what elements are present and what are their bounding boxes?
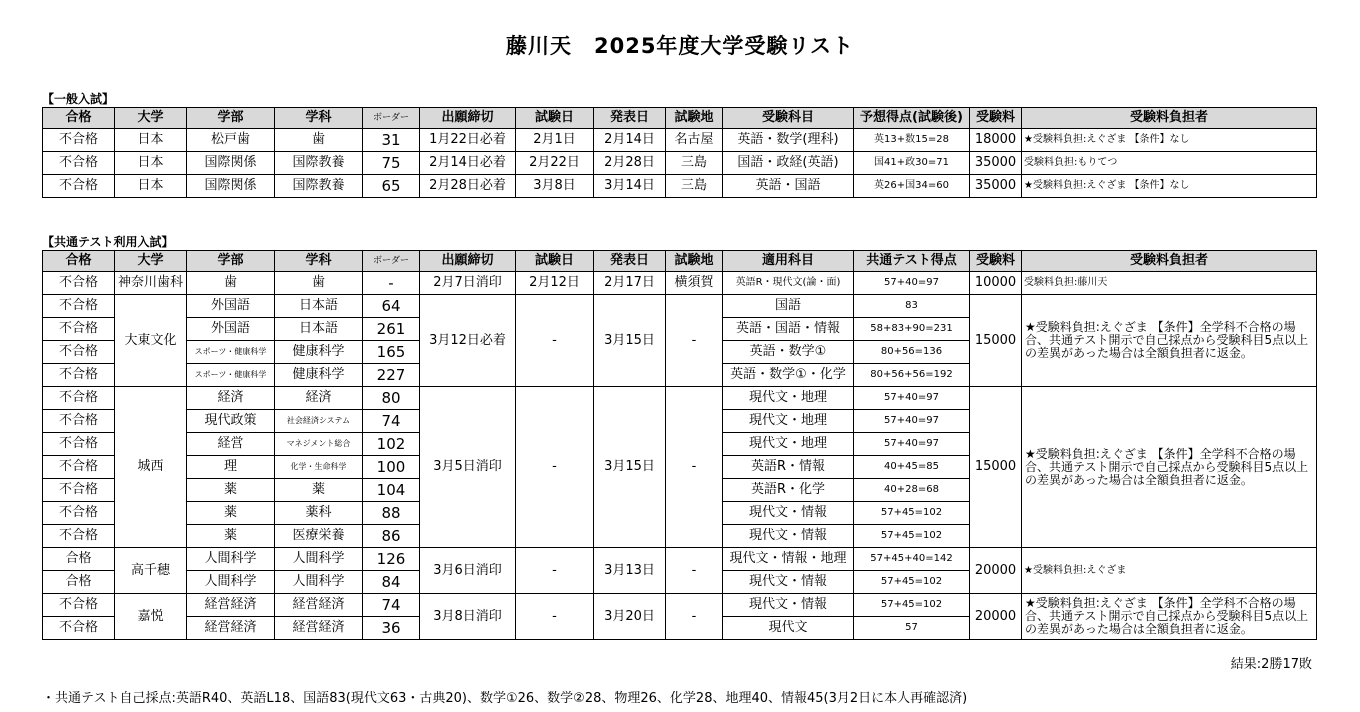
cell-result: 不合格 <box>43 525 115 548</box>
cell-border: 74 <box>363 594 420 617</box>
header-faculty: 学部 <box>187 251 275 272</box>
general-exam-table <box>42 107 1317 198</box>
header-exam-place: 試験地 <box>666 251 723 272</box>
cell-score: 英13+数15=28 <box>854 129 970 152</box>
general-header-row <box>43 108 1317 129</box>
header-deadline: 出願締切 <box>420 251 516 272</box>
cell-result: 不合格 <box>43 410 115 433</box>
cell-border: 227 <box>363 364 420 387</box>
header-announce-date: 発表日 <box>594 108 666 129</box>
cell-department: 歯 <box>275 129 363 152</box>
cell-score: 57+45=102 <box>854 594 970 617</box>
cell-result: 不合格 <box>43 364 115 387</box>
cell-faculty: スポーツ・健康科学 <box>187 341 275 364</box>
cell-department: 健康科学 <box>275 341 363 364</box>
cell-deadline: 3月8日消印 <box>420 594 516 640</box>
cell-score: 英26+国34=60 <box>854 175 970 198</box>
cell-score: 80+56+56=192 <box>854 364 970 387</box>
cell-exam-place: - <box>666 594 723 640</box>
cell-department: 日本語 <box>275 318 363 341</box>
cell-faculty: 経済 <box>187 387 275 410</box>
cell-announce-date: 3月13日 <box>594 548 666 594</box>
cell-subjects: 英語・数学(理科) <box>723 129 854 152</box>
cell-faculty: 人間科学 <box>187 548 275 571</box>
cell-subjects: 英語R・化学 <box>723 479 854 502</box>
cell-border: 100 <box>363 456 420 479</box>
cell-subjects: 英語・数学① <box>723 341 854 364</box>
self-score-footnote: ・共通テスト自己採点:英語R40、英語L18、国語83(現代文63・古典20)、数学①26、数学②28、物理26、化学28、地理40、情報45(3月2日に本人再確認済) <box>42 691 968 706</box>
cell-faculty: 薬 <box>187 525 275 548</box>
cell-subjects: 現代文・地理 <box>723 410 854 433</box>
cell-announce-date: 3月15日 <box>594 387 666 548</box>
cell-exam-place: - <box>666 548 723 594</box>
cell-border: 75 <box>363 152 420 175</box>
cell-border: 104 <box>363 479 420 502</box>
table-row <box>43 175 1317 198</box>
header-department: 学科 <box>275 251 363 272</box>
table-row <box>43 152 1317 175</box>
cell-department: 薬 <box>275 479 363 502</box>
cell-exam-place: 横須賀 <box>666 272 723 295</box>
cell-border: 80 <box>363 387 420 410</box>
cell-fee: 35000 <box>970 175 1022 198</box>
header-deadline: 出願締切 <box>420 108 516 129</box>
cell-score: 40+45=85 <box>854 456 970 479</box>
cell-deadline: 3月12日必着 <box>420 295 516 387</box>
cell-exam-place: - <box>666 387 723 548</box>
cell-score: 57+45=102 <box>854 525 970 548</box>
cell-subjects: 英語R・現代文(論・面) <box>723 272 854 295</box>
cell-faculty: 外国語 <box>187 295 275 318</box>
cell-subjects: 英語・国語 <box>723 175 854 198</box>
cell-subjects: 英語・国語・情報 <box>723 318 854 341</box>
cell-result: 不合格 <box>43 594 115 617</box>
cell-result: 合格 <box>43 571 115 594</box>
cell-university: 大東文化 <box>115 295 187 387</box>
cell-result: 不合格 <box>43 152 115 175</box>
cell-university: 日本 <box>115 129 187 152</box>
cell-score: 58+83+90=231 <box>854 318 970 341</box>
cell-university: 日本 <box>115 152 187 175</box>
cell-score: 57+40=97 <box>854 433 970 456</box>
header-score: 共通テスト得点 <box>854 251 970 272</box>
cell-fee-payer: ★受験料負担:えぐざま 【条件】全学科不合格の場合、共通テスト開示で自己採点から受験科目5点以上の差異があった場合は全額負担者に返金。 <box>1022 295 1317 387</box>
cell-announce-date: 3月20日 <box>594 594 666 640</box>
cell-result: 合格 <box>43 548 115 571</box>
cell-faculty: 経営 <box>187 433 275 456</box>
common-header-row <box>43 251 1317 272</box>
cell-fee: 20000 <box>970 548 1022 594</box>
cell-fee: 15000 <box>970 387 1022 548</box>
cell-department: 人間科学 <box>275 571 363 594</box>
cell-faculty: 経営経済 <box>187 594 275 617</box>
header-fee-payer: 受験料負担者 <box>1022 108 1317 129</box>
cell-faculty: 理 <box>187 456 275 479</box>
cell-result: 不合格 <box>43 479 115 502</box>
cell-result: 不合格 <box>43 387 115 410</box>
header-exam-date: 試験日 <box>516 108 594 129</box>
cell-deadline: 2月7日消印 <box>420 272 516 295</box>
cell-border: 102 <box>363 433 420 456</box>
cell-department: 人間科学 <box>275 548 363 571</box>
page-title: 藤川天 2025年度大学受験リスト <box>505 34 855 58</box>
header-exam-place: 試験地 <box>666 108 723 129</box>
table-row <box>43 272 1317 295</box>
cell-result: 不合格 <box>43 456 115 479</box>
cell-border: 84 <box>363 571 420 594</box>
cell-border: - <box>363 272 420 295</box>
cell-border: 165 <box>363 341 420 364</box>
cell-subjects: 現代文・情報 <box>723 525 854 548</box>
cell-score: 83 <box>854 295 970 318</box>
cell-faculty: 現代政策 <box>187 410 275 433</box>
cell-department: 経営経済 <box>275 594 363 617</box>
common-section-label: 【共通テスト利用入試】 <box>42 235 174 249</box>
cell-fee-payer: ★受験料負担:えぐざま <box>1022 548 1317 594</box>
cell-border: 86 <box>363 525 420 548</box>
header-result: 合格 <box>43 108 115 129</box>
cell-fee-payer: ★受験料負担:えぐざま 【条件】なし <box>1022 175 1317 198</box>
cell-border: 36 <box>363 617 420 640</box>
cell-subjects: 現代文・情報 <box>723 502 854 525</box>
cell-border: 126 <box>363 548 420 571</box>
cell-border: 74 <box>363 410 420 433</box>
header-fee: 受験料 <box>970 108 1022 129</box>
table-row <box>43 295 1317 318</box>
cell-announce-date: 3月14日 <box>594 175 666 198</box>
cell-exam-date: 2月22日 <box>516 152 594 175</box>
cell-department: 医療栄養 <box>275 525 363 548</box>
cell-announce-date: 3月15日 <box>594 295 666 387</box>
header-result: 合格 <box>43 251 115 272</box>
cell-exam-date: 2月12日 <box>516 272 594 295</box>
cell-university: 城西 <box>115 387 187 548</box>
cell-exam-date: 2月1日 <box>516 129 594 152</box>
common-test-table <box>42 250 1317 640</box>
cell-subjects: 英語・数学①・化学 <box>723 364 854 387</box>
cell-result: 不合格 <box>43 502 115 525</box>
cell-exam-date: - <box>516 295 594 387</box>
cell-announce-date: 2月17日 <box>594 272 666 295</box>
cell-department: 化学・生命科学 <box>275 456 363 479</box>
cell-subjects: 現代文・地理 <box>723 433 854 456</box>
header-announce-date: 発表日 <box>594 251 666 272</box>
header-fee-payer: 受験料負担者 <box>1022 251 1317 272</box>
cell-score: 57+40=97 <box>854 410 970 433</box>
header-border: ボーダー <box>363 251 420 272</box>
cell-fee-payer: ★受験料負担:えぐざま 【条件】全学科不合格の場合、共通テスト開示で自己採点から受験科目5点以上の差異があった場合は全額負担者に返金。 <box>1022 594 1317 640</box>
cell-subjects: 現代文・情報・地理 <box>723 548 854 571</box>
cell-department: 経済 <box>275 387 363 410</box>
cell-fee: 15000 <box>970 295 1022 387</box>
header-score: 予想得点(試験後) <box>854 108 970 129</box>
cell-result: 不合格 <box>43 295 115 318</box>
cell-university: 神奈川歯科 <box>115 272 187 295</box>
cell-exam-date: - <box>516 548 594 594</box>
cell-deadline: 3月5日消印 <box>420 387 516 548</box>
cell-department: 国際教養 <box>275 152 363 175</box>
cell-department: 社会経済システム <box>275 410 363 433</box>
cell-score: 57+40=97 <box>854 387 970 410</box>
cell-subjects: 現代文・情報 <box>723 594 854 617</box>
cell-university: 高千穂 <box>115 548 187 594</box>
table-row <box>43 594 1317 617</box>
cell-fee: 35000 <box>970 152 1022 175</box>
cell-fee: 10000 <box>970 272 1022 295</box>
header-university: 大学 <box>115 251 187 272</box>
cell-faculty: 外国語 <box>187 318 275 341</box>
cell-exam-date: - <box>516 387 594 548</box>
cell-border: 261 <box>363 318 420 341</box>
cell-department: マネジメント総合 <box>275 433 363 456</box>
cell-border: 31 <box>363 129 420 152</box>
cell-deadline: 3月6日消印 <box>420 548 516 594</box>
table-row <box>43 548 1317 571</box>
cell-result: 不合格 <box>43 129 115 152</box>
cell-fee-payer: 受験料負担:もりてつ <box>1022 152 1317 175</box>
cell-result: 不合格 <box>43 175 115 198</box>
cell-score: 40+28=68 <box>854 479 970 502</box>
cell-result: 不合格 <box>43 617 115 640</box>
cell-fee-payer: 受験料負担:藤川天 <box>1022 272 1317 295</box>
cell-announce-date: 2月14日 <box>594 129 666 152</box>
cell-faculty: 国際関係 <box>187 175 275 198</box>
cell-subjects: 現代文・地理 <box>723 387 854 410</box>
cell-result: 不合格 <box>43 341 115 364</box>
cell-fee-payer: ★受験料負担:えぐざま 【条件】なし <box>1022 129 1317 152</box>
table-row <box>43 129 1317 152</box>
cell-exam-date: 3月8日 <box>516 175 594 198</box>
cell-department: 薬科 <box>275 502 363 525</box>
cell-score: 57+45=102 <box>854 502 970 525</box>
cell-subjects: 現代文 <box>723 617 854 640</box>
cell-faculty: 人間科学 <box>187 571 275 594</box>
header-faculty: 学部 <box>187 108 275 129</box>
cell-score: 57+45=102 <box>854 571 970 594</box>
cell-score: 57+45+40=142 <box>854 548 970 571</box>
cell-fee: 20000 <box>970 594 1022 640</box>
cell-score: 国41+政30=71 <box>854 152 970 175</box>
cell-faculty: 松戸歯 <box>187 129 275 152</box>
cell-fee: 18000 <box>970 129 1022 152</box>
cell-result: 不合格 <box>43 433 115 456</box>
cell-score: 57+40=97 <box>854 272 970 295</box>
cell-faculty: 歯 <box>187 272 275 295</box>
cell-deadline: 1月22日必着 <box>420 129 516 152</box>
header-border: ボーダー <box>363 108 420 129</box>
cell-announce-date: 2月28日 <box>594 152 666 175</box>
cell-department: 経営経済 <box>275 617 363 640</box>
cell-department: 歯 <box>275 272 363 295</box>
cell-faculty: 薬 <box>187 479 275 502</box>
cell-department: 健康科学 <box>275 364 363 387</box>
cell-subjects: 国語 <box>723 295 854 318</box>
cell-faculty: 薬 <box>187 502 275 525</box>
table-row <box>43 387 1317 410</box>
header-university: 大学 <box>115 108 187 129</box>
cell-exam-place: 名古屋 <box>666 129 723 152</box>
cell-result: 不合格 <box>43 272 115 295</box>
general-section-label: 【一般入試】 <box>42 92 115 106</box>
cell-subjects: 英語R・情報 <box>723 456 854 479</box>
header-subjects: 適用科目 <box>723 251 854 272</box>
cell-exam-place: 三島 <box>666 175 723 198</box>
header-exam-date: 試験日 <box>516 251 594 272</box>
cell-fee-payer: ★受験料負担:えぐざま 【条件】全学科不合格の場合、共通テスト開示で自己採点から受験科目5点以上の差異があった場合は全額負担者に返金。 <box>1022 387 1317 548</box>
header-department: 学科 <box>275 108 363 129</box>
cell-score: 57 <box>854 617 970 640</box>
cell-faculty: 経営経済 <box>187 617 275 640</box>
cell-deadline: 2月28日必着 <box>420 175 516 198</box>
cell-exam-place: 三島 <box>666 152 723 175</box>
cell-university: 日本 <box>115 175 187 198</box>
cell-faculty: 国際関係 <box>187 152 275 175</box>
cell-border: 88 <box>363 502 420 525</box>
cell-exam-date: - <box>516 594 594 640</box>
header-subjects: 受験科目 <box>723 108 854 129</box>
cell-border: 65 <box>363 175 420 198</box>
cell-deadline: 2月14日必着 <box>420 152 516 175</box>
cell-department: 日本語 <box>275 295 363 318</box>
cell-result: 不合格 <box>43 318 115 341</box>
cell-border: 64 <box>363 295 420 318</box>
cell-subjects: 国語・政経(英語) <box>723 152 854 175</box>
cell-score: 80+56=136 <box>854 341 970 364</box>
cell-faculty: スポーツ・健康科学 <box>187 364 275 387</box>
result-summary: 結果:2勝17敗 <box>1230 657 1312 672</box>
cell-department: 国際教養 <box>275 175 363 198</box>
cell-subjects: 現代文・情報 <box>723 571 854 594</box>
header-fee: 受験料 <box>970 251 1022 272</box>
cell-university: 嘉悦 <box>115 594 187 640</box>
cell-exam-place: - <box>666 295 723 387</box>
